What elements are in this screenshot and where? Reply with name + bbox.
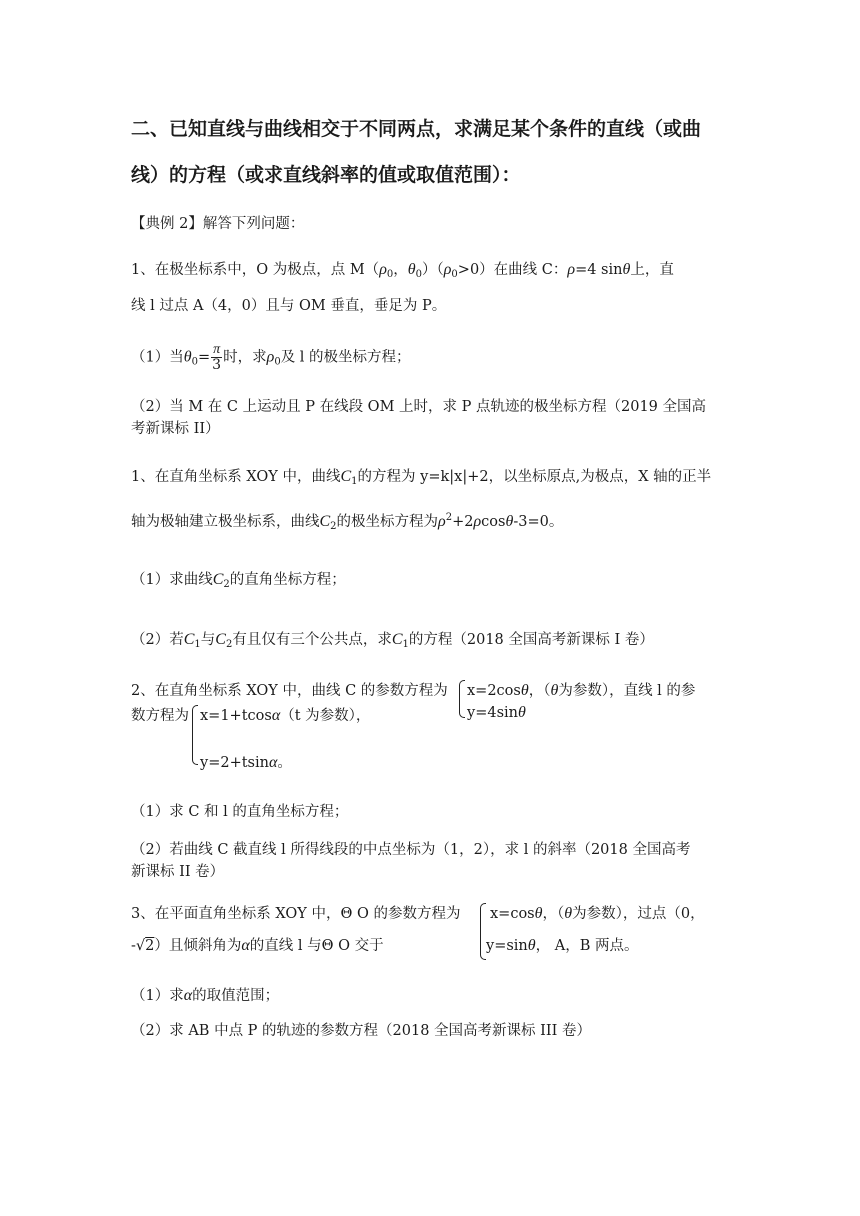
problem4-line1: 3、在平面直角坐标系 XOY 中，Θ O 的参数方程为: [131, 906, 461, 922]
circle-o-y-equation: y=sinθ， A，B 两点。: [486, 937, 639, 954]
problem1-line1: 1、在极坐标系中，O 为极点，点 $M(\rho_0$，$\theta_0)(\rho_0>0)$在曲线 C：ρ=4 sinθ上，直: [131, 261, 674, 280]
problem4-q2: （2）求 AB 中点 P 的轨迹的参数方程（2018 全国高考新课标 III 卷）: [131, 1023, 591, 1039]
problem2-q2: （2）若$C_1$与$C_2$有且仅有三个公共点，求$C_1$的方程（2018 全国高考新课标 I 卷）: [131, 631, 654, 650]
problem1-q1: （1）当$\theta_0=$ $\frac{\pi}{3}$ 时，求$\rho_0$及 l 的极坐标方程；: [131, 342, 411, 373]
problem3-q2-cont: 新课标 II 卷）: [131, 864, 225, 880]
problem3-q1: （1）求 C 和 l 的直角坐标方程；: [131, 804, 349, 820]
problem1-line2: 线 l 过点 A（4，0）且与 OM 垂直，垂足为 P。: [131, 298, 447, 314]
curve-c-x-equation: x=2cosθ，（θ为参数），直线 l 的参: [467, 682, 696, 699]
problem3-line1: 2、在直角坐标系 XOY 中，曲线 C 的参数方程为: [131, 683, 448, 699]
problem1-q2: （2）当 M 在 C 上运动且 P 在线段 OM 上时，求 P 点轨迹的极坐标方程（2019 全国高: [131, 399, 707, 415]
problem2-q1: （1）求曲线$C_2$的直角坐标方程；: [131, 571, 346, 590]
line-l-x-equation: x=1+tcosα（t 为参数），: [200, 707, 371, 724]
section-heading-line1: 二、已知直线与曲线相交于不同两点，求满足某个条件的直线（或曲: [131, 118, 702, 140]
problem1-q2-cont: 考新课标 II）: [131, 421, 220, 437]
problem4-q1: （1）求α的取值范围；: [131, 987, 280, 1004]
curve-c-y-equation: y=4sinθ: [467, 704, 526, 721]
line-l-brace: [192, 705, 198, 765]
curve-c-brace: [459, 680, 465, 718]
circle-o-x-equation: x=cosθ，（θ为参数），过点（0，: [490, 905, 705, 922]
pi-over-3-fraction: $\frac{\pi}{3}$: [212, 342, 222, 373]
problem4-line2: -√2）且倾斜角为α的直线 l 与Θ O 交于: [131, 937, 384, 954]
problem3-q2: （2）若曲线 C 截直线 l 所得线段的中点坐标为（1，2），求 l 的斜率（2018 全国高考: [131, 842, 691, 858]
problem2-line1: 1、在直角坐标系 XOY 中，曲线$C_1$的方程为 y=k|x|+2，以坐标原点,为极点，X 轴的正半: [131, 468, 712, 487]
line-l-y-equation: y=2+tsinα。: [200, 754, 292, 771]
section-heading-line2: 线）的方程（或求直线斜率的值或取值范围）：: [131, 164, 521, 186]
problem3-line2: 数方程为: [131, 708, 189, 724]
example-title: 【典例 2】解答下列问题：: [131, 216, 305, 232]
problem2-line2: 轴为极轴建立极坐标系，曲线$C_2$的极坐标方程为$\rho^2+2\rho\cos\theta-3=0$。: [131, 512, 564, 532]
